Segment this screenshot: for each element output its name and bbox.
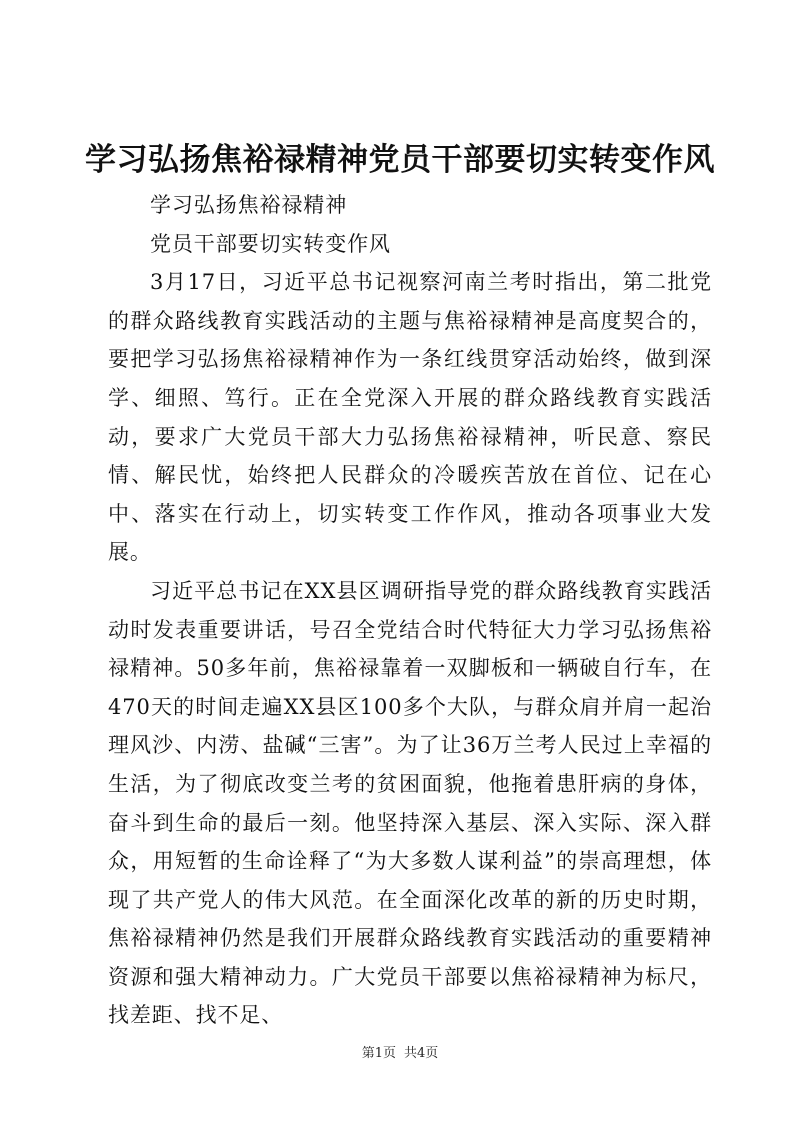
subtitle-line-1: 学习弘扬焦裕禄精神 xyxy=(150,193,348,217)
document-title: 学习弘扬焦裕禄精神党员干部要切实转变作风 xyxy=(85,142,715,178)
document-body xyxy=(108,186,712,1035)
page-number: 第1页 xyxy=(361,1046,396,1061)
page-footer xyxy=(0,1045,800,1063)
body-paragraph: 3月17日，习近平总书记视察河南兰考时指出，第二批党的群众路线教育实践活动的主题与焦裕禄精神是高度契合的，要把学习弘扬焦裕禄精神作为一条红线贯穿活动始终，做到深学、细照、笃行。正在全党深入开展的群众路线教育实践活动，要求广大党员干部大力弘扬焦裕禄精神，听民意、察民情、解民忧，始终把人民群众的冷暖疾苦放在首位、记在心中、落实在行动上，切实转变工作作风，推动各项事业大发展。 xyxy=(108,270,712,565)
subtitle-line-2: 党员干部要切实转变作风 xyxy=(150,231,391,256)
page-total: 共4页 xyxy=(404,1046,439,1061)
body-paragraph: 习近平总书记在XX县区调研指导党的群众路线教育实践活动时发表重要讲话，号召全党结合时代特征大力学习弘扬焦裕禄精神。50多年前，焦裕禄靠着一双脚板和一辆破自行车，在470天的时间走遍XX县区100多个大队，与群众肩并肩一起治理风沙、内涝、盐碱“三害”。为了让36万兰考人民过上幸福的生活，为了彻底改变兰考的贫困面貌，他拖着患肝病的身体，奋斗到生命的最后一刻。他坚持深入基层、深入实际、深入群众，用短暂的生命诠释了“为大多数人谋利益”的崇高理想，体现了共产党人的伟大风范。在全面深化改革的新的历史时期，焦裕禄精神仍然是我们开展群众路线教育实践活动的重要精神资源和强大精神动力。广大党员干部要以焦裕禄精神为标尺，找差距、找不足、 xyxy=(108,578,712,1028)
